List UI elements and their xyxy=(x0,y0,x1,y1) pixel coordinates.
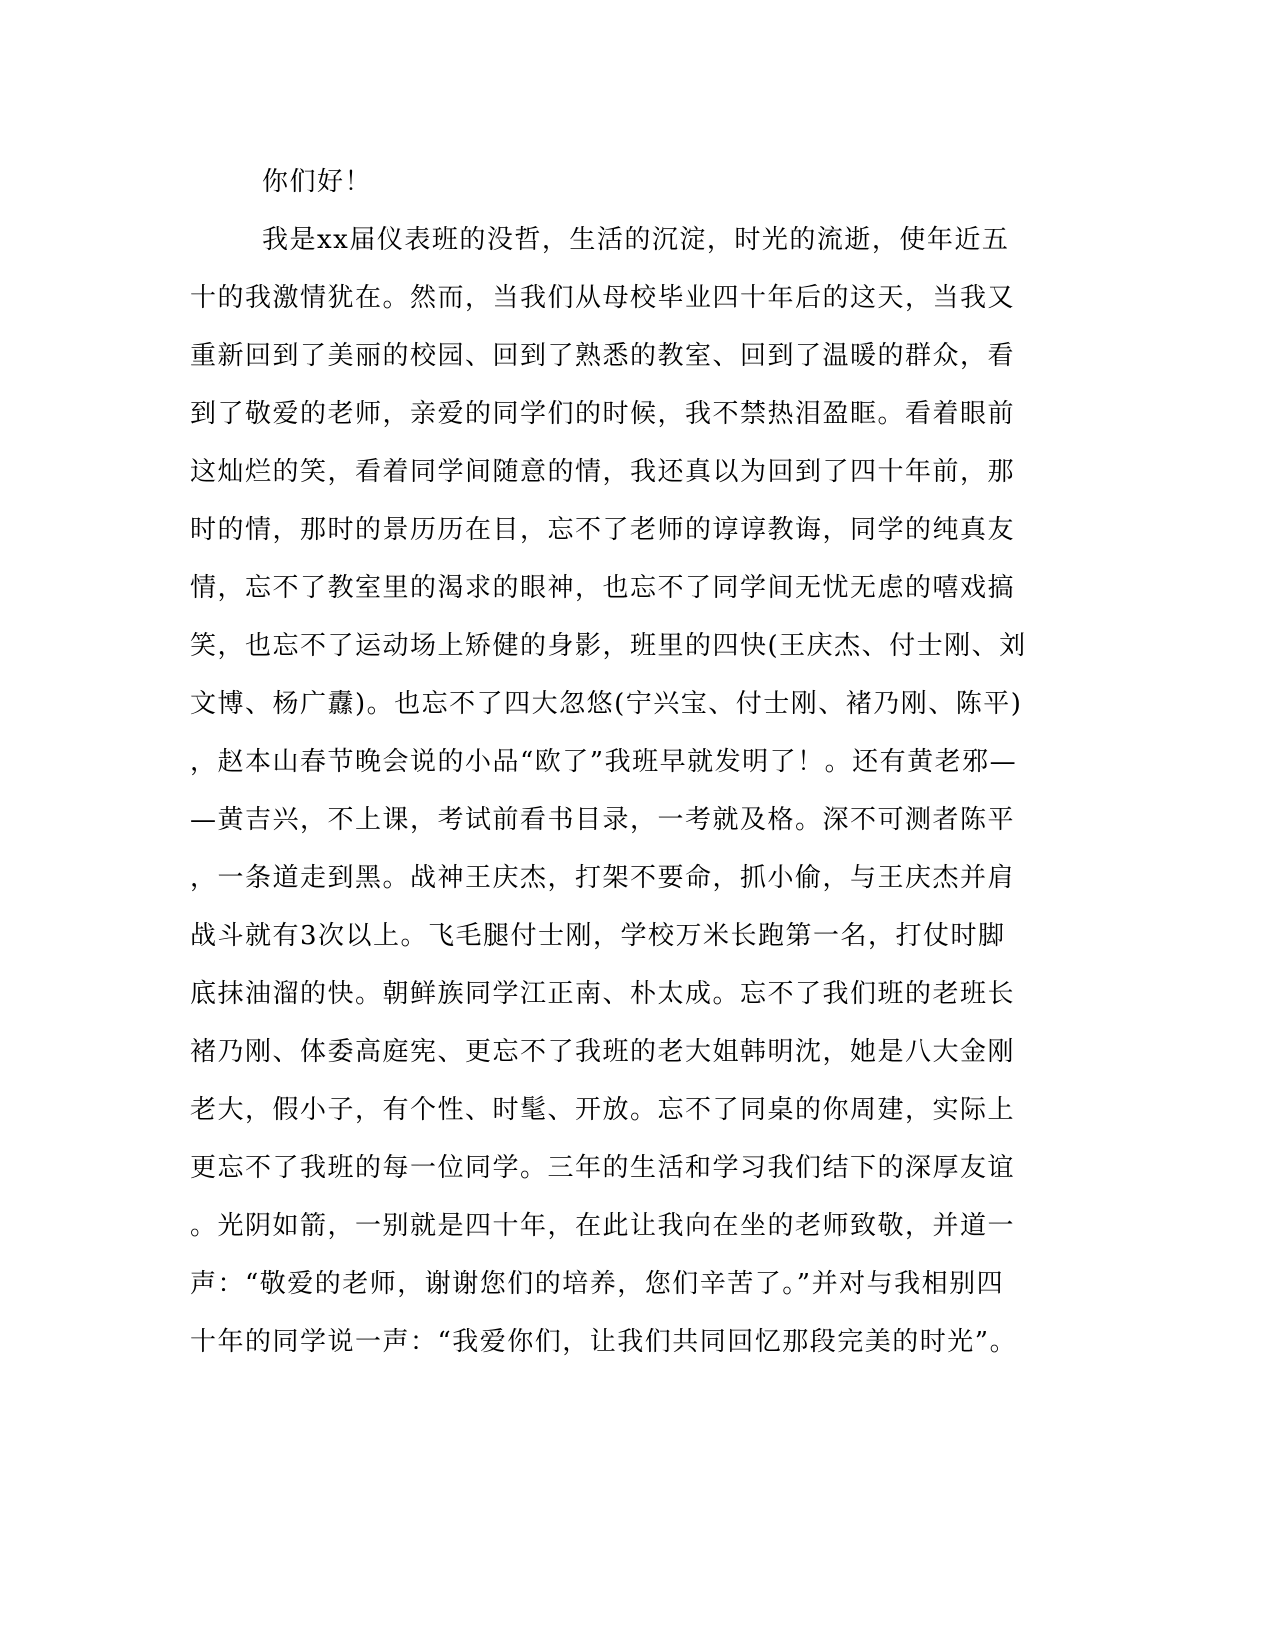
paragraph-line: 文博、杨广纛)。也忘不了四大忽悠(宁兴宝、付士刚、褚乃刚、陈平) xyxy=(190,689,1023,719)
paragraph-line: 到了敬爱的老师，亲爱的同学们的时候，我不禁热泪盈眶。看着眼前 xyxy=(190,399,1016,429)
paragraph-line: ，一条道走到黑。战神王庆杰，打架不要命，抓小偷，与王庆杰并肩 xyxy=(190,863,1016,893)
paragraph-line: 笑，也忘不了运动场上矫健的身影，班里的四快(王庆杰、付士刚、刘 xyxy=(190,631,1027,661)
paragraph-line: 。光阴如箭，一别就是四十年，在此让我向在坐的老师致敬，并道一 xyxy=(190,1211,1016,1241)
paragraph-line: 更忘不了我班的每一位同学。三年的生活和学习我们结下的深厚友谊 xyxy=(190,1153,1016,1183)
paragraph-line: 底抹油溜的快。朝鲜族同学江正南、朴太成。忘不了我们班的老班长 xyxy=(190,979,1016,1009)
paragraph-line: 战斗就有3次以上。飞毛腿付士刚，学校万米长跑第一名，打仗时脚 xyxy=(190,921,1006,951)
paragraph-line: 老大，假小子，有个性、时髦、开放。忘不了同桌的你周建，实际上 xyxy=(190,1095,1016,1125)
paragraph-line: —黄吉兴，不上课，考试前看书目录，一考就及格。深不可测者陈平 xyxy=(190,805,1016,835)
paragraph-line: 我是xx届仪表班的没哲，生活的沉淀，时光的流逝，使年近五 xyxy=(262,225,1010,255)
greeting-line: 你们好！ xyxy=(262,167,373,197)
paragraph-line: 这灿烂的笑，看着同学间随意的情，我还真以为回到了四十年前，那 xyxy=(190,457,1016,487)
paragraph-line: 时的情，那时的景历历在目，忘不了老师的谆谆教诲，同学的纯真友 xyxy=(190,515,1016,545)
paragraph-line: 情，忘不了教室里的渴求的眼神，也忘不了同学间无忧无虑的嘻戏搞 xyxy=(190,573,1016,603)
paragraph-line: 声：“敬爱的老师，谢谢您们的培养，您们辛苦了。”并对与我相别四 xyxy=(190,1269,1005,1299)
paragraph-line: 重新回到了美丽的校园、回到了熟悉的教室、回到了温暖的群众，看 xyxy=(190,341,1016,371)
paragraph-line: 十年的同学说一声：“我爱你们，让我们共同回忆那段完美的时光”。 xyxy=(190,1327,1018,1357)
paragraph-line: 十的我激情犹在。然而，当我们从母校毕业四十年后的这天，当我又 xyxy=(190,283,1016,313)
paragraph-line: 褚乃刚、体委高庭宪、更忘不了我班的老大姐韩明沈，她是八大金刚 xyxy=(190,1037,1016,1067)
paragraph-line: ，赵本山春节晚会说的小品“欧了”我班早就发明了！。还有黄老邪— xyxy=(190,747,1018,777)
